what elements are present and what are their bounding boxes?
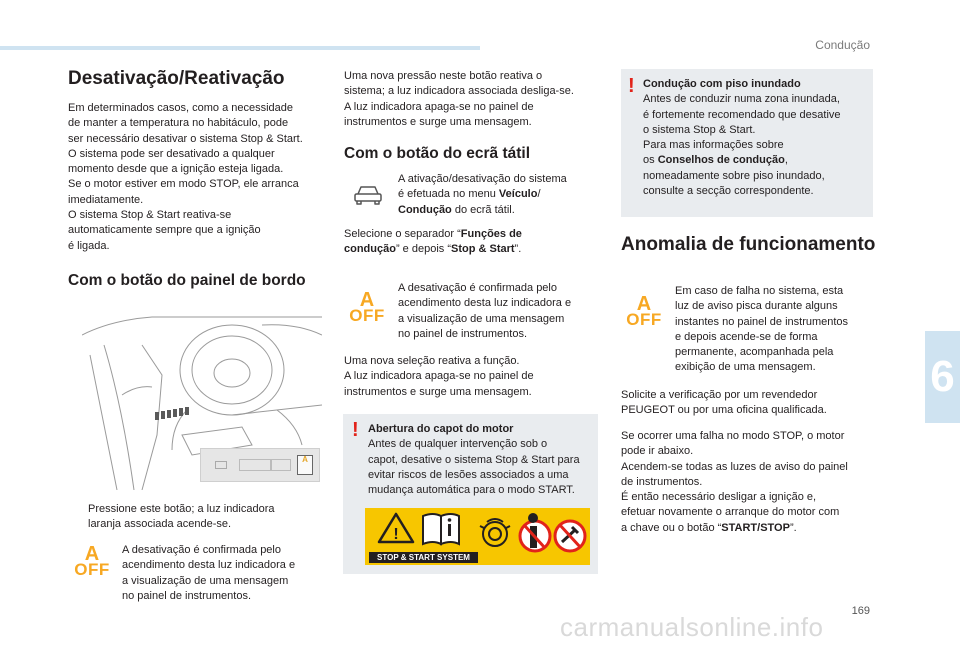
flood-warning-text: Condução com piso inundado Antes de conduzir numa zona inundada, é fortemente recomendado que desative o sistema Stop & Start. Para mas informações sobre os Conselhos de condução, nomeadamente sobre piso inundado, consulte a secção correspondente. <box>643 78 841 198</box>
middle-confirm-text: A desativação é confirmada pelo acendimento desta luz indicadora e a visualização de uma mensagem no painel de instrumentos. <box>398 282 572 340</box>
manual-book-icon <box>423 514 459 544</box>
left-intro: Em determinados casos, como a necessidade de manter a temperatura no habitáculo, pode ser necessário desativar o sistema Stop & Start. O sistema pode ser desativado a qualquer momento desde que a ignição esteja ligada. Se o motor estiver em modo STOP, ele arranca imediatamente. O sistema Stop & Start reativa-se automaticamente sempre que a ignição é ligada. <box>68 102 303 252</box>
start-stop-symbol-icon <box>480 519 510 546</box>
select-tab-text: Selecione o separador “Funções de condução” e depois “Stop & Start”. <box>344 228 522 256</box>
dealer-text: Solicite a verificação por um revendedor PEUGEOT ou por uma oficina qualificada. <box>621 389 827 417</box>
warning-mark-icon: ! <box>352 419 359 441</box>
stop-start-button[interactable]: A <box>297 455 313 475</box>
no-hands-icon <box>520 513 550 551</box>
page-number: 169 <box>851 605 870 617</box>
stop-start-system-label: STOP & START SYSTEM <box>369 552 478 563</box>
aoff-indicator-icon: A OFF <box>74 543 110 579</box>
svg-text:!: ! <box>393 526 399 543</box>
warning-mark-icon: ! <box>628 75 635 97</box>
left-title: Desativação/Reativação <box>68 68 285 89</box>
section-name: Condução <box>815 38 870 52</box>
car-icon-svg <box>352 182 384 206</box>
panel-switch <box>239 459 271 471</box>
middle-subtitle: Com o botão do ecrã tátil <box>344 145 531 162</box>
middle-intro: Uma nova pressão neste botão reativa o sistema; a luz indicadora associada desliga-se. A luz indicadora apaga-se no painel de instrumentos e surge uma mensagem. <box>344 70 574 128</box>
button-panel <box>200 448 320 482</box>
car-icon <box>352 182 384 206</box>
chapter-tab <box>925 331 960 423</box>
aoff-indicator-icon: A OFF <box>349 289 385 325</box>
press-instruction: Pressione este botão; a luz indicadora laranja associada acende-se. <box>88 503 275 531</box>
fault-text: Em caso de falha no sistema, esta luz de aviso pisca durante alguns instantes no painel de instrumentos e depois acende-se de forma permanente, acompanhada pela exibição de uma mensagem. <box>675 285 849 374</box>
watermark: carmanualsonline.info <box>560 612 824 642</box>
aoff-indicator-icon: A OFF <box>626 293 662 329</box>
reactivate-text: Uma nova seleção reativa a função. A luz indicadora apaga-se no painel de instrumentos e surge uma mensagem. <box>344 355 534 398</box>
panel-switch <box>271 459 291 471</box>
no-tools-icon <box>555 521 585 551</box>
stop-fault-text: Se ocorrer uma falha no modo STOP, o motor pode ir abaixo. Acendem-se todas as luzes de aviso do painel de instrumentos. É então necessário desligar a ignição e, efetuar novamente o arranque do motor com a chave ou o botão “START/STOP”. <box>621 430 848 534</box>
header-bar <box>0 46 480 50</box>
touchscreen-menu-text: A ativação/desativação do sistema é efetuada no menu Veículo/ Condução do ecrã tátil. <box>398 173 567 216</box>
right-title: Anomalia de funcionamento <box>621 234 876 255</box>
left-subtitle: Com o botão do painel de bordo <box>68 272 306 289</box>
left-confirm-text: A desativação é confirmada pelo acendimento desta luz indicadora e a visualização de uma mensagem no painel de instrumentos. <box>122 544 296 602</box>
chapter-number: 6 <box>930 352 955 401</box>
bonnet-warning-text: Abertura do capot do motor Antes de qualquer intervenção sob o capot, desative o sistema Stop & Start para evitar riscos de lesões associados a uma mudança automática para o modo START. <box>368 423 580 497</box>
panel-switch <box>215 461 227 469</box>
